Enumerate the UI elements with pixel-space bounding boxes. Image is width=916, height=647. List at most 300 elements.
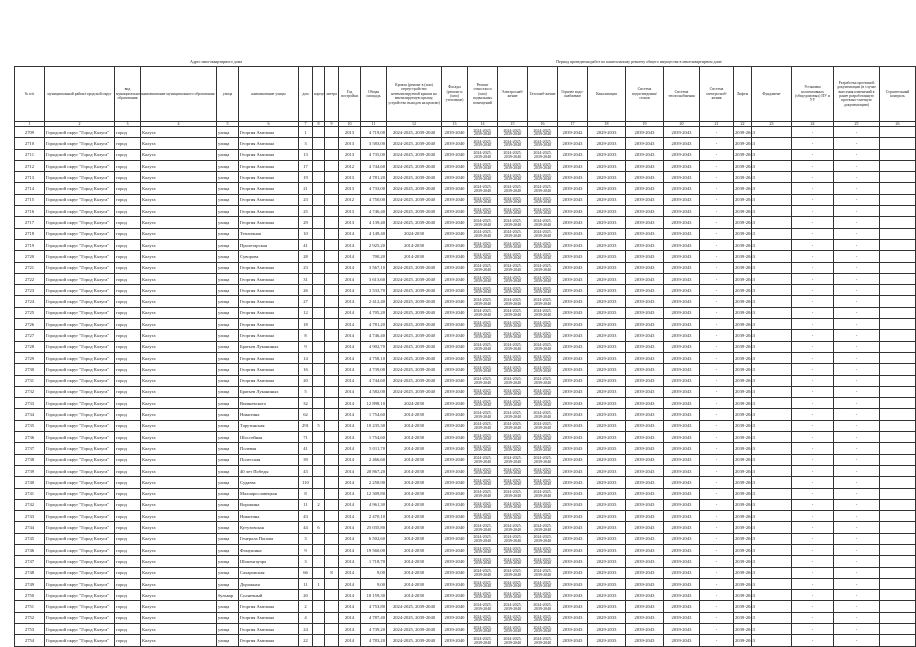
cell-lift: - [700, 352, 734, 363]
cell-h: 8 [299, 488, 313, 499]
cell-kind: город [115, 567, 141, 578]
cell-gas: 2024-2025, 2039-2040 [528, 239, 558, 250]
cell-hw: 2039-2043 [558, 251, 588, 262]
cell-hw: 2039-2043 [558, 477, 588, 488]
cell-sew: 2029-2033 [588, 296, 626, 307]
cell-sew: 2029-2033 [588, 341, 626, 352]
cell-heat: 2039-2043 [626, 624, 664, 635]
cell-lift: - [700, 635, 734, 646]
cell-empty [880, 273, 916, 284]
cell-gas: 2024-2025, 2039-2040 [528, 127, 558, 138]
cell-st: улица [217, 228, 239, 239]
cell-fac: 2039-2040 [442, 307, 468, 318]
cell-k [313, 465, 325, 476]
cell-n: 2748 [15, 567, 45, 578]
cell-kind: город [115, 285, 141, 296]
cell-a: 3 583,00 [361, 138, 387, 149]
cell-sew: 2029-2033 [588, 172, 626, 183]
cell-n: 2709 [15, 127, 45, 138]
cell-a: 4 902,70 [361, 341, 387, 352]
cell-ctrl: - [834, 533, 880, 544]
cell-hw: 2039-2043 [558, 172, 588, 183]
cell-st: улица [217, 612, 239, 623]
cell-n: 2754 [15, 635, 45, 646]
cell-hw: 2039-2043 [558, 443, 588, 454]
cell-proj: - [792, 578, 834, 589]
column-header: наименование муниципального образования [141, 67, 217, 122]
cell-y: 2013 [339, 172, 361, 183]
cell-k [313, 477, 325, 488]
cell-mo: Городской округ "Город Калуга" [45, 341, 115, 352]
cell-base: 2024-2025, 2039-2040 [468, 533, 498, 544]
cell-h: 29 [299, 217, 313, 228]
cell-h: 41 [299, 443, 313, 454]
cell-pu [752, 307, 792, 318]
cell-h: 2 [299, 601, 313, 612]
cell-ctrl: - [834, 149, 880, 160]
cell-base: 2024-2025, 2039-2040 [468, 375, 498, 386]
cell-n: 2732 [15, 386, 45, 397]
cell-pu [752, 601, 792, 612]
cell-a: 19 560,00 [361, 544, 387, 555]
cell-name: Калуга [141, 420, 217, 431]
cell-roof: 2024-2025, 2039-2040 [387, 624, 442, 635]
cell-lift: - [700, 465, 734, 476]
cell-el: 2024-2025, 2039-2040 [498, 612, 528, 623]
cell-fnd: 2039-2043 [734, 352, 752, 363]
cell-l [325, 590, 339, 601]
cell-hw: 2039-2043 [558, 522, 588, 533]
cell-name: Калуга [141, 624, 217, 635]
cell-ctrl: - [834, 499, 880, 510]
cell-y: 2014 [339, 228, 361, 239]
cell-roof: 2014-2038 [387, 420, 442, 431]
cell-y: 2014 [339, 420, 361, 431]
column-number: 3 [115, 122, 141, 127]
cell-proj: - [792, 149, 834, 160]
cell-mo: Городской округ "Город Калуга" [45, 285, 115, 296]
cell-empty [880, 420, 916, 431]
cell-kind: город [115, 624, 141, 635]
cell-n: 2716 [15, 206, 45, 217]
cell-lift: - [700, 420, 734, 431]
cell-sew: 2029-2033 [588, 601, 626, 612]
cell-a: 4 744,60 [361, 160, 387, 171]
cell-fnd: 2039-2043 [734, 341, 752, 352]
cell-fac: 2039-2040 [442, 511, 468, 522]
cell-gas: 2024-2025, 2039-2040 [528, 330, 558, 341]
cell-fnd: 2039-2043 [734, 217, 752, 228]
cell-name: Калуга [141, 319, 217, 330]
cell-fnd: 2039-2043 [734, 364, 752, 375]
cell-pu [752, 409, 792, 420]
cell-proj: - [792, 183, 834, 194]
cell-ee: 2039-2043 [664, 194, 700, 205]
table-header-row [15, 67, 916, 122]
cell-ctrl: - [834, 386, 880, 397]
cell-lift: - [700, 194, 734, 205]
cell-base: 2024-2025, 2039-2040 [468, 635, 498, 646]
cell-lift: - [700, 285, 734, 296]
cell-fac: 2039-2040 [442, 296, 468, 307]
cell-name: Калуга [141, 612, 217, 623]
cell-name: Калуга [141, 160, 217, 171]
column-number: 19 [626, 122, 664, 127]
cell-name: Калуга [141, 544, 217, 555]
cell-l [325, 465, 339, 476]
cell-ee: 2039-2043 [664, 341, 700, 352]
cell-ctrl: - [834, 612, 880, 623]
cell-roof: 2024-2025, 2039-2040 [387, 183, 442, 194]
cell-mo: Городской округ "Город Калуга" [45, 296, 115, 307]
cell-k [313, 398, 325, 409]
cell-mo: Городской округ "Город Калуга" [45, 465, 115, 476]
cell-ee: 2039-2043 [664, 330, 700, 341]
cell-name: Калуга [141, 364, 217, 375]
cell-ee: 2039-2043 [664, 488, 700, 499]
column-header: Система теплоснабжения [664, 67, 700, 122]
cell-el: 2024-2025, 2039-2040 [498, 420, 528, 431]
column-number: 12 [387, 122, 442, 127]
cell-a: 700,20 [361, 251, 387, 262]
cell-gas: 2024-2025, 2039-2040 [528, 511, 558, 522]
cell-lift: - [700, 206, 734, 217]
cell-heat: 2039-2043 [626, 511, 664, 522]
cell-n: 2743 [15, 511, 45, 522]
cell-fnd: 2039-2043 [734, 127, 752, 138]
cell-proj: - [792, 612, 834, 623]
cell-ee: 2039-2043 [664, 624, 700, 635]
cell-street: Фомушина [239, 544, 299, 555]
cell-mo: Городской округ "Город Калуга" [45, 432, 115, 443]
cell-ee: 2039-2043 [664, 352, 700, 363]
cell-name: Калуга [141, 149, 217, 160]
cell-pu [752, 398, 792, 409]
cell-h: 31 [299, 273, 313, 284]
cell-ee: 2039-2043 [664, 160, 700, 171]
cell-h: 13 [299, 149, 313, 160]
cell-fnd: 2039-2043 [734, 522, 752, 533]
column-header: Лифты [734, 67, 752, 122]
cell-k [313, 533, 325, 544]
cell-fac: 2039-2040 [442, 138, 468, 149]
cell-kind: город [115, 522, 141, 533]
cell-pu [752, 217, 792, 228]
cell-kind: город [115, 443, 141, 454]
cell-a: 10 235,30 [361, 420, 387, 431]
column-number: 7 [299, 122, 313, 127]
cell-heat: 2039-2043 [626, 285, 664, 296]
table-row [15, 624, 916, 635]
cell-name: Калуга [141, 330, 217, 341]
cell-n: 2720 [15, 251, 45, 262]
cell-heat: 2039-2043 [626, 319, 664, 330]
cell-pu [752, 296, 792, 307]
cell-ctrl: - [834, 454, 880, 465]
cell-ctrl: - [834, 544, 880, 555]
cell-kind: город [115, 420, 141, 431]
cell-street: Дорожная [239, 578, 299, 589]
cell-fnd: 2039-2043 [734, 578, 752, 589]
cell-n: 2740 [15, 477, 45, 488]
cell-sew: 2029-2033 [588, 635, 626, 646]
cell-gas: 2024-2025, 2039-2040 [528, 544, 558, 555]
cell-lift: - [700, 228, 734, 239]
cell-heat: 2039-2043 [626, 465, 664, 476]
cell-k [313, 228, 325, 239]
cell-a: 4 787,40 [361, 612, 387, 623]
cell-ee: 2039-2043 [664, 319, 700, 330]
cell-a: 4 719,00 [361, 127, 387, 138]
cell-fac: 2039-2040 [442, 172, 468, 183]
cell-empty [880, 138, 916, 149]
cell-hw: 2039-2043 [558, 465, 588, 476]
cell-a: 12 309,80 [361, 488, 387, 499]
cell-y: 2013 [339, 127, 361, 138]
cell-sew: 2029-2033 [588, 239, 626, 250]
cell-st: улица [217, 364, 239, 375]
cell-base: 2024-2025, 2039-2040 [468, 409, 498, 420]
table-row [15, 217, 916, 228]
cell-mo: Городской округ "Город Калуга" [45, 206, 115, 217]
cell-l [325, 409, 339, 420]
cell-lift: - [700, 477, 734, 488]
cell-fac: 2039-2040 [442, 454, 468, 465]
cell-fac: 2039-2040 [442, 420, 468, 431]
cell-base: 2024-2025, 2039-2040 [468, 488, 498, 499]
cell-roof: 2014-2038 [387, 544, 442, 555]
cell-proj: - [792, 172, 834, 183]
cell-sew: 2029-2033 [588, 454, 626, 465]
table-row [15, 239, 916, 250]
cell-fnd: 2039-2043 [734, 206, 752, 217]
cell-fnd: 2039-2043 [734, 398, 752, 409]
cell-empty [880, 398, 916, 409]
cell-hw: 2039-2043 [558, 217, 588, 228]
cell-kind: город [115, 488, 141, 499]
cell-proj: - [792, 477, 834, 488]
cell-ctrl: - [834, 296, 880, 307]
cell-street: Георгия Амелина [239, 319, 299, 330]
cell-a: 3 567,10 [361, 262, 387, 273]
cell-ee: 2039-2043 [664, 544, 700, 555]
cell-sew: 2029-2033 [588, 352, 626, 363]
cell-empty [880, 149, 916, 160]
cell-k [313, 273, 325, 284]
cell-heat: 2039-2043 [626, 544, 664, 555]
table-row [15, 635, 916, 646]
cell-st: улица [217, 172, 239, 183]
cell-fnd: 2039-2043 [734, 285, 752, 296]
cell-roof: 2024-2025, 2039-2040 [387, 364, 442, 375]
cell-base: 2024-2025, 2039-2040 [468, 477, 498, 488]
cell-pu [752, 273, 792, 284]
cell-ee: 2039-2043 [664, 296, 700, 307]
column-header: Фасады (ремонт и (или) утепление) [442, 67, 468, 122]
cell-ee: 2039-2043 [664, 454, 700, 465]
cell-k [313, 138, 325, 149]
cell-base: 2024-2025, 2039-2040 [468, 465, 498, 476]
cell-proj: - [792, 352, 834, 363]
cell-ee: 2039-2043 [664, 556, 700, 567]
cell-gas: 2024-2025, 2039-2040 [528, 217, 558, 228]
cell-sew: 2029-2033 [588, 398, 626, 409]
cell-name: Калуга [141, 285, 217, 296]
cell-el: 2024-2025, 2039-2040 [498, 217, 528, 228]
table-row [15, 251, 916, 262]
cell-roof: 2024-2025, 2039-2040 [387, 307, 442, 318]
cell-heat: 2039-2043 [626, 454, 664, 465]
cell-fnd: 2039-2043 [734, 251, 752, 262]
cell-sew: 2029-2033 [588, 590, 626, 601]
cell-lift: - [700, 172, 734, 183]
cell-name: Калуга [141, 443, 217, 454]
cell-sew: 2029-2033 [588, 364, 626, 375]
cell-pu [752, 183, 792, 194]
cell-pu [752, 420, 792, 431]
cell-empty [880, 307, 916, 318]
cell-n: 2745 [15, 533, 45, 544]
cell-ctrl: - [834, 319, 880, 330]
cell-mo: Городской округ "Город Калуга" [45, 239, 115, 250]
cell-el: 2024-2025, 2039-2040 [498, 194, 528, 205]
cell-st: улица [217, 443, 239, 454]
cell-n: 2718 [15, 228, 45, 239]
cell-y: 2014 [339, 398, 361, 409]
table-row [15, 364, 916, 375]
cell-kind: город [115, 533, 141, 544]
cell-k [313, 194, 325, 205]
cell-y: 2014 [339, 273, 361, 284]
cell-fnd: 2039-2043 [734, 465, 752, 476]
cell-roof: 2024-2025, 2039-2040 [387, 273, 442, 284]
table-row [15, 454, 916, 465]
cell-h: 18 [299, 319, 313, 330]
cell-k [313, 206, 325, 217]
cell-lift: - [700, 160, 734, 171]
column-number: 2 [45, 122, 115, 127]
cell-sew: 2029-2033 [588, 206, 626, 217]
cell-proj: - [792, 217, 834, 228]
cell-pu [752, 454, 792, 465]
cell-name: Калуга [141, 533, 217, 544]
cell-street: Пролетарская [239, 239, 299, 250]
cell-hw: 2039-2043 [558, 330, 588, 341]
cell-st: улица [217, 624, 239, 635]
cell-fnd: 2039-2043 [734, 160, 752, 171]
cell-lift: - [700, 262, 734, 273]
cell-roof: 2014-2038 [387, 432, 442, 443]
table-row [15, 172, 916, 183]
cell-el: 2024-2025, 2039-2040 [498, 409, 528, 420]
cell-hw: 2039-2043 [558, 206, 588, 217]
cell-kind: город [115, 341, 141, 352]
cell-lift: - [700, 127, 734, 138]
cell-ctrl: - [834, 239, 880, 250]
cell-street: Суворова [239, 251, 299, 262]
cell-heat: 2039-2043 [626, 330, 664, 341]
cell-ee: 2039-2043 [664, 432, 700, 443]
cell-gas: 2024-2025, 2039-2040 [528, 454, 558, 465]
cell-pu [752, 330, 792, 341]
column-header: Система электроснаб-жения [700, 67, 734, 122]
cell-lift: - [700, 624, 734, 635]
table-row [15, 319, 916, 330]
cell-proj: - [792, 590, 834, 601]
cell-k [313, 160, 325, 171]
cell-fnd: 2039-2043 [734, 172, 752, 183]
cell-kind: город [115, 138, 141, 149]
cell-lift: - [700, 612, 734, 623]
cell-k [313, 307, 325, 318]
cell-roof: 2024-2025, 2039-2040 [387, 386, 442, 397]
cell-l [325, 285, 339, 296]
cell-h: 43 [299, 465, 313, 476]
cell-lift: - [700, 319, 734, 330]
cell-el: 2024-2025, 2039-2040 [498, 262, 528, 273]
cell-fnd: 2039-2043 [734, 307, 752, 318]
cell-fac: 2039-2040 [442, 127, 468, 138]
cell-street: Шоссейная [239, 432, 299, 443]
cell-heat: 2039-2043 [626, 409, 664, 420]
column-header: улица [217, 67, 239, 122]
cell-ee: 2039-2043 [664, 398, 700, 409]
cell-a: 4 746,40 [361, 330, 387, 341]
cell-name: Калуга [141, 556, 217, 567]
cell-el: 2024-2025, 2039-2040 [498, 307, 528, 318]
table-row [15, 273, 916, 284]
cell-heat: 2039-2043 [626, 296, 664, 307]
cell-proj: - [792, 601, 834, 612]
cell-l [325, 352, 339, 363]
cell-street: Георгия Амелина [239, 635, 299, 646]
cell-h: 23 [299, 262, 313, 273]
cell-h: 22 [299, 635, 313, 646]
cell-a: 1 754,60 [361, 432, 387, 443]
cell-a: 1 754,60 [361, 409, 387, 420]
column-header: Установка коллективных (общедомовых) ПУ и УУ [792, 67, 834, 122]
cell-pu [752, 612, 792, 623]
cell-fac: 2039-2040 [442, 251, 468, 262]
cell-street: Георгия Амелина [239, 364, 299, 375]
cell-h: 24 [299, 624, 313, 635]
cell-gas: 2024-2025, 2039-2040 [528, 477, 558, 488]
cell-k [313, 635, 325, 646]
cell-n: 2731 [15, 375, 45, 386]
cell-l [325, 228, 339, 239]
cell-st: улица [217, 398, 239, 409]
cell-kind: город [115, 239, 141, 250]
cell-pu [752, 488, 792, 499]
cell-sew: 2029-2033 [588, 624, 626, 635]
column-number: 20 [664, 122, 700, 127]
cell-a: 3 533,70 [361, 285, 387, 296]
cell-st: улица [217, 375, 239, 386]
cell-st: улица [217, 522, 239, 533]
cell-y: 2014 [339, 296, 361, 307]
cell-roof: 2014-2038 [387, 409, 442, 420]
cell-el: 2024-2025, 2039-2040 [498, 465, 528, 476]
cell-pu [752, 341, 792, 352]
cell-base: 2024-2025, 2039-2040 [468, 183, 498, 194]
cell-pu [752, 465, 792, 476]
cell-roof: 2014-2038 [387, 454, 442, 465]
cell-ctrl: - [834, 183, 880, 194]
cell-gas: 2024-2025, 2039-2040 [528, 578, 558, 589]
cell-y: 2014 [339, 612, 361, 623]
cell-n: 2751 [15, 601, 45, 612]
cell-st: улица [217, 386, 239, 397]
